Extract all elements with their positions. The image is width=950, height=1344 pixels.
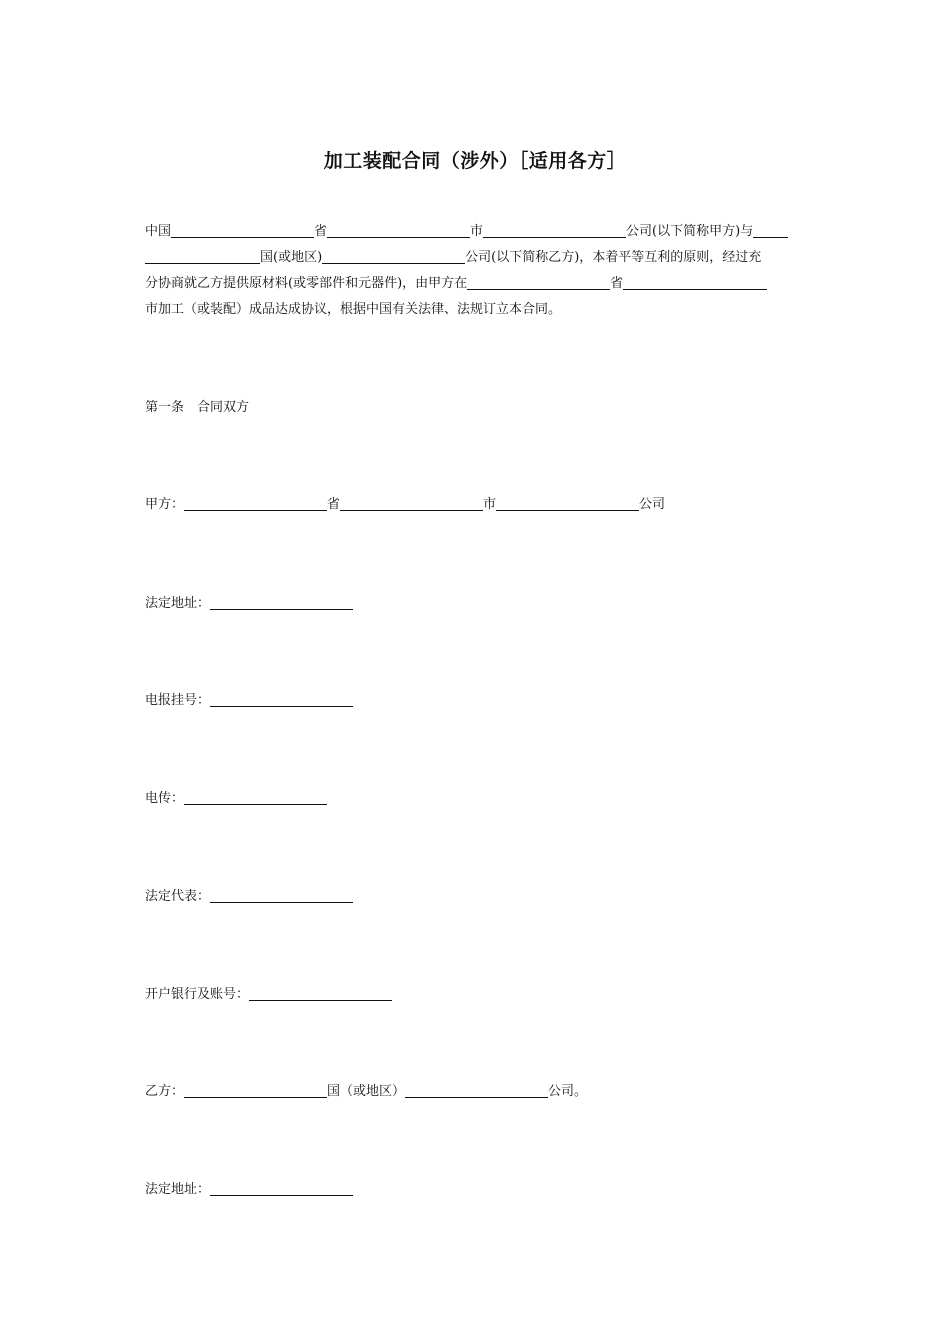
party-a-rep-row: 法定代表：: [145, 885, 353, 904]
blank-field[interactable]: [467, 275, 610, 290]
party-a-telex-row: 电传：: [145, 787, 327, 806]
blank-field[interactable]: [496, 496, 639, 511]
article-1-heading: 第一条 合同双方: [145, 400, 250, 415]
blank-field[interactable]: [340, 496, 483, 511]
party-a-address-row: 法定地址：: [145, 592, 353, 611]
party-a-row: 甲方： 省 市 公司: [145, 497, 666, 512]
blank-field[interactable]: [210, 1181, 353, 1196]
blank-field[interactable]: [145, 249, 260, 264]
blank-field[interactable]: [184, 1083, 327, 1098]
blank-field[interactable]: [623, 275, 767, 290]
blank-field[interactable]: [327, 223, 470, 238]
intro-line-3: 分协商就乙方提供原材料(或零部件和元器件)，由甲方在 省: [145, 271, 807, 297]
blank-field[interactable]: [405, 1083, 548, 1098]
blank-field[interactable]: [322, 249, 465, 264]
party-b-address-row: 法定地址：: [145, 1178, 353, 1197]
party-a-cable-row: 电报挂号：: [145, 689, 353, 708]
blank-field[interactable]: [171, 223, 314, 238]
blank-field[interactable]: [184, 496, 327, 511]
blank-field[interactable]: [210, 888, 353, 903]
intro-line-2: 国(或地区) 公司(以下简称乙方)，本着平等互利的原则，经过充: [145, 245, 807, 271]
blank-field[interactable]: [184, 790, 327, 805]
blank-field[interactable]: [210, 595, 353, 610]
intro-line-4: 市加工（或装配）成品达成协议，根据中国有关法律、法规订立本合同。: [145, 302, 562, 317]
party-a-bank-row: 开户银行及账号：: [145, 983, 392, 1002]
intro-paragraph: [145, 219, 807, 323]
party-b-row: 乙方： 国（或地区） 公司。: [145, 1084, 588, 1099]
document-title: 加工装配合同（涉外）［适用各方］: [323, 150, 627, 172]
blank-field[interactable]: [753, 223, 788, 238]
blank-field[interactable]: [210, 692, 353, 707]
intro-line-1: 中国 省 市 公司(以下简称甲方)与: [145, 219, 807, 245]
blank-field[interactable]: [483, 223, 626, 238]
blank-field[interactable]: [249, 986, 392, 1001]
